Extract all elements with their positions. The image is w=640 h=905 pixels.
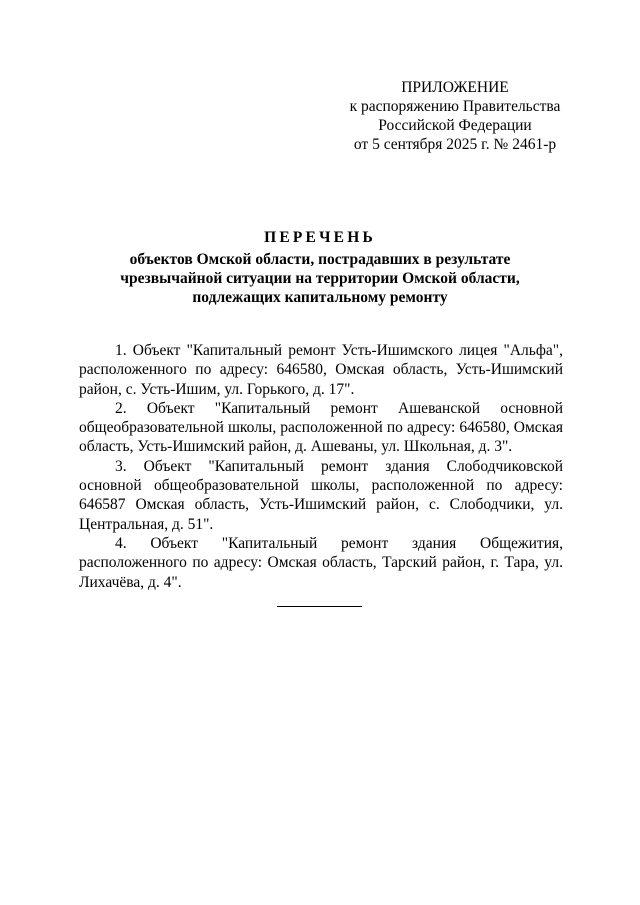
appendix-heading: ПРИЛОЖЕНИЕ — [401, 79, 509, 96]
end-divider — [277, 606, 362, 607]
subtitle-line-1: объектов Омской области, пострадавших в результате — [129, 251, 511, 268]
appendix-reference: к распоряжению Правительства — [349, 98, 561, 115]
appendix-block — [340, 78, 570, 154]
objects-list — [79, 341, 563, 592]
document-subtitle — [0, 250, 640, 307]
document-title: ПЕРЕЧЕНЬ — [264, 229, 376, 246]
list-item: 1. Объект "Капитальный ремонт Усть-Ишимского лицея "Альфа", расположенного по адресу: 646580, Омская область, Усть-Ишимский район, с. Усть-Ишим, ул. Горького, д. 17". — [79, 342, 563, 398]
appendix-date-number: от 5 сентября 2025 г. № 2461-р — [353, 136, 557, 153]
list-item: 2. Объект "Капитальный ремонт Ашеванской основной общеобразовательной школы, расположенной по адресу: 646580, Омская область, Усть-Ишимский район, д. Ашеваны, ул. Школьная, д. 3". — [79, 399, 563, 456]
subtitle-line-3: подлежащих капитальному ремонту — [192, 289, 448, 306]
list-item: 3. Объект "Капитальный ремонт здания Слободчиковской основной общеобразовательной школы, расположенной по адресу: 646587 Омская область, Усть-Ишимский район, с. Слободчики, ул. Центральная, д. 51". — [79, 457, 563, 533]
list-item: 4. Объект "Капитальный ремонт здания Общежития, расположенного по адресу: Омская область, Тарский район, г. Тара, ул. Лихачёва, д. 4". — [79, 534, 563, 591]
appendix-authority: Российской Федерации — [378, 117, 532, 134]
subtitle-line-2: чрезвычайной ситуации на территории Омской области, — [120, 270, 520, 287]
